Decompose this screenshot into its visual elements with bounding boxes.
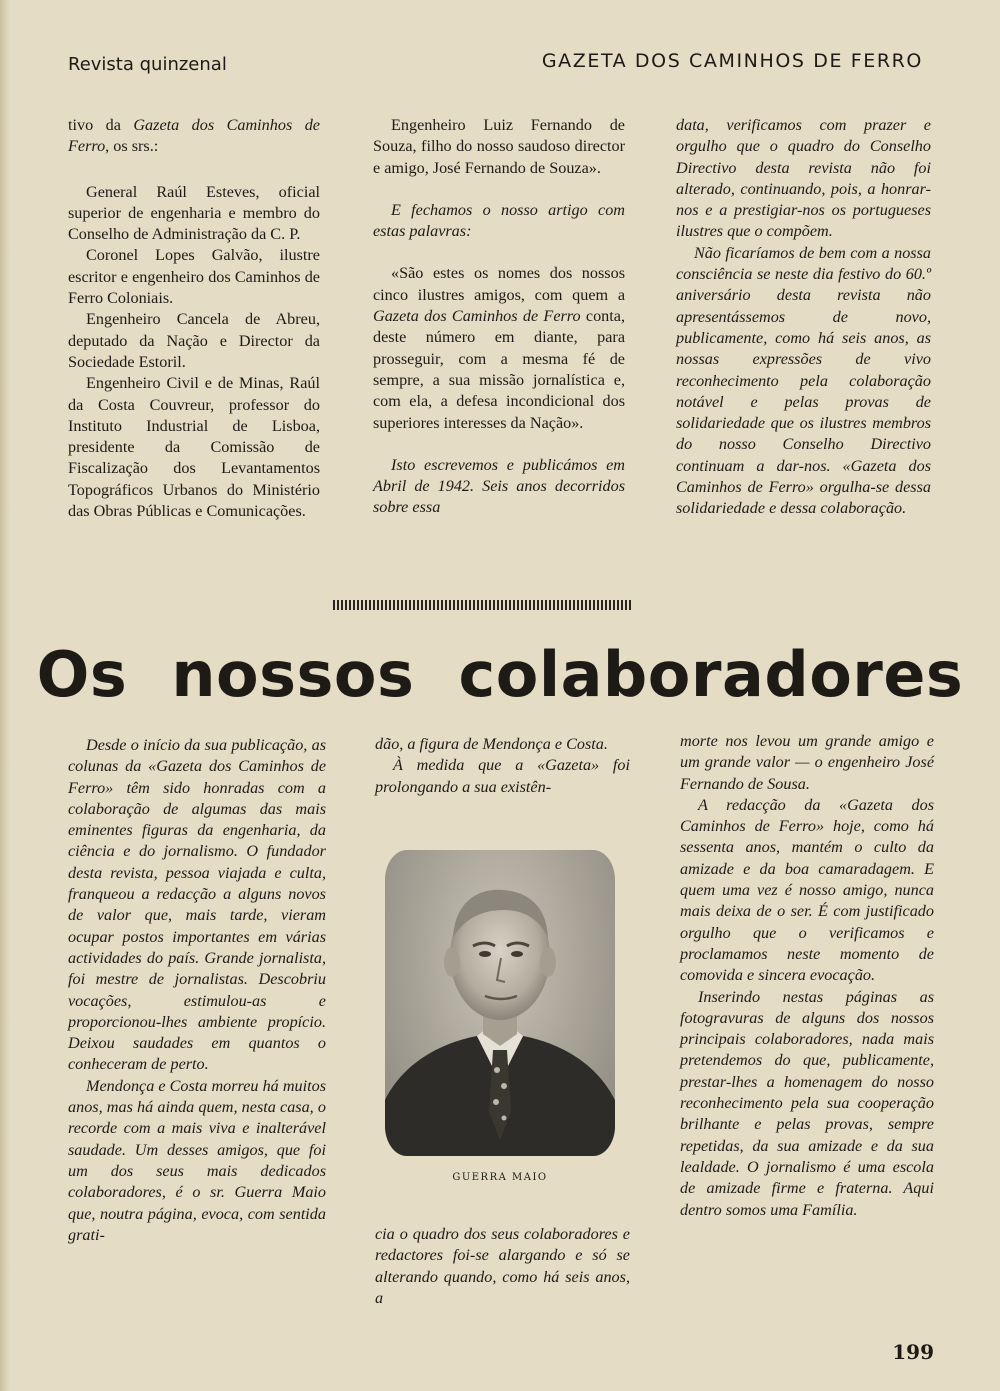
paragraph: dão, a figura de Mendonça e Costa.: [375, 735, 608, 753]
paragraph: Engenheiro Cancela de Abreu, deputado da Nação e Director da Sociedade Estoril.: [68, 310, 320, 371]
text: «São estes os nomes dos nossos cinco ilustres amigos, com quem a: [373, 264, 625, 304]
paragraph: morte nos levou um grande amigo e um grande valor — o engenheiro José Fernando de Sousa.: [680, 732, 934, 793]
portrait-photo: [385, 850, 615, 1156]
top-article-column-1: [68, 115, 320, 522]
page-number: 199: [892, 1340, 934, 1364]
section-divider: [333, 600, 633, 610]
paragraph: [373, 263, 625, 433]
header-magazine-title: GAZETA DOS CAMINHOS DE FERRO: [541, 50, 923, 72]
photo-caption: GUERRA MAIO: [452, 1172, 548, 1183]
header-publication-frequency: Revista quinzenal: [68, 54, 227, 75]
text: conta, deste número em diante, para prosseguir, com a mesma fé de sempre, a sua missão jornalística e, com ela, a defesa incondicional dos superiores interesses da Nação».: [373, 307, 625, 432]
paragraph: Inserindo nestas páginas as fotogravuras de alguns dos nossos principais colaboradores, nada mais pretendemos do que, publicamente, prestar-lhes a homenagem do nosso reconhecimento pela sua cooperação brilhante e pelas provas, sempre repetidas, da sua amizade e da sua lealdade. O jornalismo é uma escola de amizade firme e fraterna. Aqui dentro somos uma Família.: [680, 987, 934, 1219]
paragraph: Engenheiro Luiz Fernando de Souza, filho do nosso saudoso director e amigo, José Fernando de Souza».: [373, 116, 625, 177]
paragraph: [68, 115, 320, 158]
paragraph: Engenheiro Civil e de Minas, Raúl da Costa Couvreur, professor do Instituto Industrial de Lisboa, presidente da Comissão de Fiscalização dos Levantamentos Topográficos Urbanos do Ministério das Obras Públicas e Comunicações.: [68, 374, 320, 521]
paragraph: Desde o início da sua publicação, as colunas da «Gazeta dos Caminhos de Ferro» têm sido honradas com a colaboração de algumas das mais eminentes figuras da engenharia, da ciência e do jornalismo. O fundador desta revista, pessoa viajada e culta, franqueou a redacção a alguns novos de valor que, mais tarde, vieram ocupar postos importantes em várias actividades do país. Grande jornalista, foi mestre de jornalistas. Descobriu vocações, estimulou-as e proporcionou-lhes ambiente propício. Deixou saudades em quantos o conheceram de perto.: [68, 736, 326, 1074]
paragraph: Isto escrevemos e publicámos em Abril de 1942. Seis anos decorridos sobre essa: [373, 455, 625, 517]
magazine-name: Gazeta dos Caminhos de Ferro: [373, 307, 581, 326]
paragraph: cia o quadro dos seus colaboradores e redactores foi-se alargando e só se alterando quando, como há seis anos, a: [375, 1225, 630, 1307]
article-column-3: [680, 731, 934, 1221]
magazine-name: Gazeta dos Caminhos de Ferro: [68, 116, 320, 156]
paragraph: À medida que a «Gazeta» foi prolongando a sua existên-: [375, 756, 630, 796]
article-column-2-bottom: [375, 1224, 630, 1309]
paragraph: Não ficaríamos de bem com a nossa consciência se neste dia festivo do 60.º aniversário desta revista não apresentássemos de novo, publicamente, como há seis anos, as nossas expressões de vivo reconhecimento pela colaboração notável e pelas provas de solidariedade que os ilustres membros do nosso Conselho Directivo continuam a dar-nos. «Gazeta dos Caminhos de Ferro» orgulha-se dessa solidariedade e dessa colaboração.: [676, 243, 931, 518]
paragraph: A redacção da «Gazeta dos Caminhos de Ferro» hoje, como há sessenta anos, mantém o culto da amizade e da boa camaradagem. E quem uma vez é nosso amigo, nunca mais deixa de o ser. É com justificado orgulho que o verificamos e proclamamos neste momento de comovida e sincera evocação.: [680, 795, 934, 985]
portrait-illustration: [385, 850, 615, 1156]
paragraph: E fechamos o nosso artigo com estas palavras:: [373, 200, 625, 241]
paragraph: Mendonça e Costa morreu há muitos anos, mas há ainda quem, nesta casa, o recorde com a mais viva e inalterável saudade. Um desses amigos, que foi um dos seus mais dedicados colaboradores, é o sr. Guerra Maio que, noutra página, evoca, com sentida grati-: [68, 1076, 326, 1244]
top-article-column-2: [373, 115, 625, 519]
text: , os srs.:: [105, 137, 159, 156]
paragraph: data, verificamos com prazer e orgulho que o quadro do Conselho Directivo desta revista não foi alterado, continuando, pois, a honrar-nos e a prestigiar-nos os portugueses ilustres que o compõem.: [676, 116, 931, 241]
paragraph: General Raúl Esteves, oficial superior de engenharia e membro do Conselho de Administração da C. P.: [68, 182, 320, 244]
paragraph: Coronel Lopes Galvão, ilustre escritor e engenheiro dos Caminhos de Ferro Coloniais.: [68, 246, 320, 308]
article-column-1: [68, 735, 326, 1246]
top-article-column-3: [676, 115, 931, 520]
text: tivo da: [68, 116, 134, 134]
article-title: Os nossos colaboradores: [36, 638, 964, 711]
article-column-2-top: [375, 734, 630, 798]
